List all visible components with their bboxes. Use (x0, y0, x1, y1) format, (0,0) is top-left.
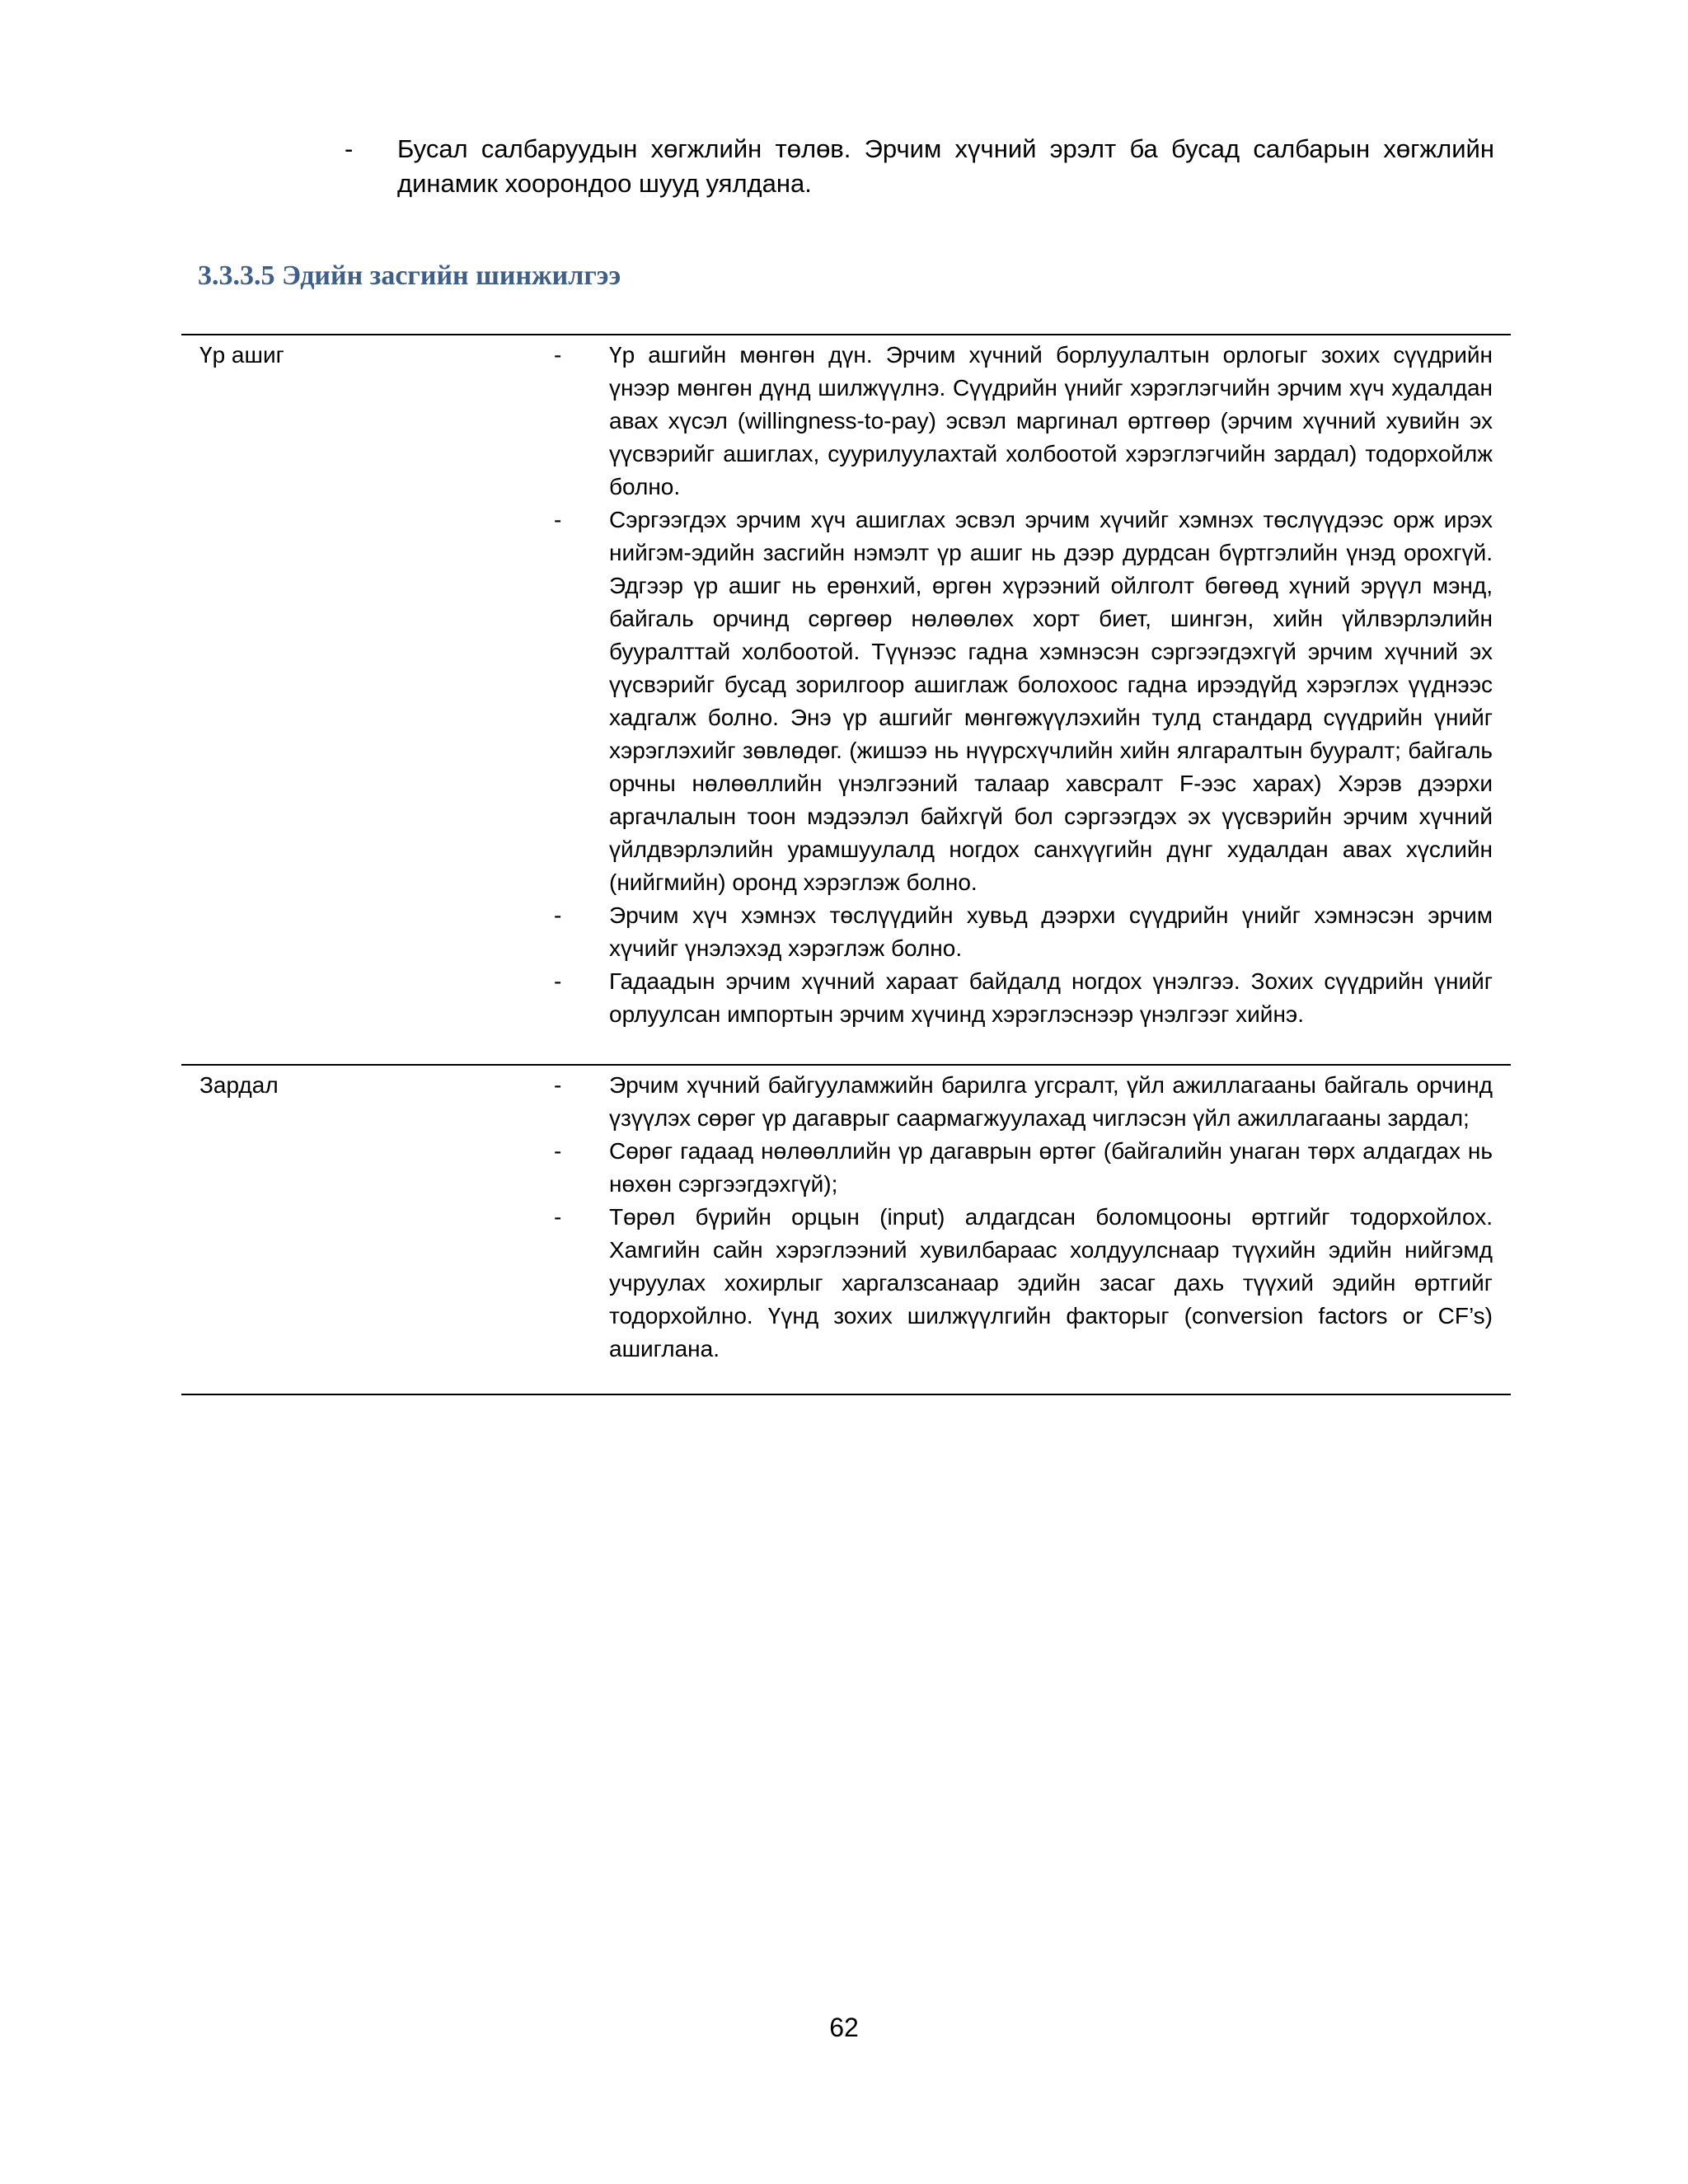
item-text: Төрөл бүрийн орцын (input) алдагдсан боломцооны өртгийг тодорхойлох. Хамгийн сайн хэрэглээний хувилбараас холдуулснаар түүхийн эдийн нийгэмд учруулах хохирлыг харгалзсанаар эдийн засаг дахь түүхий эдийн өртгийг тодорхойлно. Үүнд зохих шилжүүлгийн факторыг (conversion factors or CF’s) ашиглана. (609, 1204, 1493, 1361)
table-row-cost (181, 1065, 1511, 1394)
item-dash: - (554, 1138, 562, 1164)
item-text: Үр ашгийн мөнгөн дүн. Эрчим хүчний борлуулалтын орлогыг зохих сүүдрийн үнээр мөнгөн дүнд шилжүүлнэ. Сүүдрийн үнийг хэрэглэгчийн эрчим хүч худалдан авах хүсэл (willingness-to-pay) эсвэл маргинал өртгөөр (эрчим хүчний хувийн эх үүсвэрийг ашиглах, суурилуулахтай холбоотой хэрэглэгчийн зардал) тодорхойлж болно. (609, 342, 1493, 499)
row-label: Үр ашиг (199, 342, 284, 368)
item-dash: - (554, 1072, 562, 1098)
bullet-text: Бусал салбаруудын хөгжлийн төлөв. Эрчим хүчний эрэлт ба бусад салбарын хөгжлийн динамик хоорондоо шууд уялдана. (397, 134, 1494, 198)
item-text: Эрчим хүч хэмнэх төслүүдийн хувьд дээрхи сүүдрийн үнийг хэмнэсэн эрчим хүчийг үнэлэхэд хэрэглэж болно. (609, 902, 1493, 961)
item-text: Эрчим хүчний байгууламжийн барилга угсралт, үйл ажиллагааны байгаль орчинд үзүүлэх сөрөг үр дагаврыг саармагжуулахад чиглэсэн үйл ажиллагааны зардал; (609, 1072, 1493, 1131)
list-item (554, 339, 1493, 504)
item-text: Сөрөг гадаад нөлөөллийн үр дагаврын өртөг (байгалийн унаган төрх алдагдах нь нөхөн сэргээгдэхгүй); (609, 1138, 1493, 1197)
list-item (554, 965, 1493, 1031)
row-label: Зардал (199, 1072, 279, 1098)
table-row-benefit (181, 335, 1511, 1065)
page-number: 62 (829, 2013, 859, 2042)
item-text: Гадаадын эрчим хүчний хараат байдалд ногдох үнэлгээ. Зохих сүүдрийн үнийг орлуулсан импортын эрчим хүчинд хэрэглэснээр үнэлгээг хийнэ. (609, 968, 1493, 1027)
list-item (554, 899, 1493, 965)
item-dash: - (554, 968, 562, 994)
row-items (554, 1065, 1511, 1394)
item-text: Сэргээгдэх эрчим хүч ашиглах эсвэл эрчим хүчийг хэмнэх төслүүдээс орж ирэх нийгэм-эдийн засгийн нэмэлт үр ашиг нь дээр дурдсан бүртгэлийн үнэд орохгүй. Эдгээр үр ашиг нь ерөнхий, өргөн хүрээний ойлголт бөгөөд хүний эрүүл мэнд, байгаль орчинд сөргөөр нөлөөлөх хорт биет, шингэн, хийн үйлвэрлэлийн бууралттай холбоотой. Түүнээс гадна хэмнэсэн сэргээгдэхгүй эрчим хүчний эх үүсвэрийг бусад зорилгоор ашиглаж болохоос гадна ирээдүйд хэрэглэх үүднээс хадгалж болно. Энэ үр ашгийг мөнгөжүүлэхийн тулд стандард сүүдрийн үнийг хэрэглэхийг зөвлөдөг. (жишээ нь нүүрсхүчлийн хийн ялгаралтын бууралт; байгаль орчны нөлөөллийн үнэлгээний талаар хавсралт F-ээс харах) Хэрэв дээрхи аргачлалын тоон мэдээлэл байхгүй бол сэргээгдэх эх үүсвэрийн эрчим хүчний үйлдвэрлэлийн урамшуулалд ногдох санхүүгийн дүнг худалдан авах хүслийн (нийгмийн) оронд хэрэглэж болно. (609, 507, 1493, 895)
economic-analysis-table (181, 334, 1511, 1395)
list-item (554, 1135, 1493, 1201)
item-dash: - (554, 902, 562, 928)
row-items (554, 335, 1511, 1065)
bullet-dash: - (345, 134, 354, 163)
list-item (554, 504, 1493, 899)
item-dash: - (554, 507, 562, 532)
list-item (554, 1069, 1493, 1135)
item-dash: - (554, 1204, 562, 1230)
list-item (554, 1201, 1493, 1366)
top-bullet-item (345, 132, 1494, 201)
section-heading: 3.3.3.5 Эдийн засгийн шинжилгээ (198, 260, 621, 291)
item-dash: - (554, 342, 562, 368)
